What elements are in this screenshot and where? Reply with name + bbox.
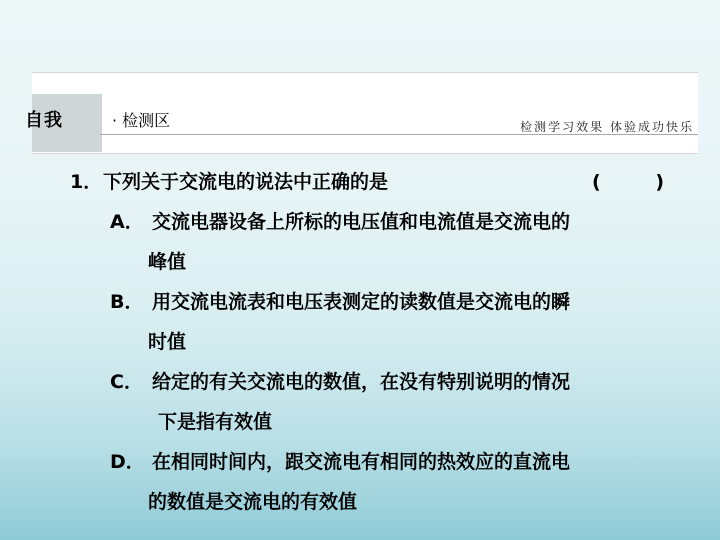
option-a [70,205,700,285]
section-header-tag: 自我 [25,110,63,131]
option-b-line-1 [70,285,700,325]
option-c-line-2 [70,405,700,445]
option-a-text-line-1: 交流电器设备上所标的电压值和电流值是交流电的 [152,211,571,233]
option-b-line-2 [70,325,700,365]
option-b-letter: B． [110,291,144,313]
option-a-text-line-2: 峰值 [148,251,187,273]
option-c [70,365,700,445]
option-a-line-2 [70,245,700,285]
section-header-subtitle: · 检测区 [112,111,171,130]
option-a-letter: A． [110,211,144,233]
question-stem: 下列关于交流电的说法中正确的是 [103,171,389,193]
option-d [70,445,700,525]
question-number: 1． [70,171,103,193]
option-d-text-line-1: 在相同时间内，跟交流电有相同的热效应的直流电 [152,451,571,473]
option-d-text-line-2: 的数值是交流电的有效值 [148,491,358,513]
option-c-letter: C． [110,371,143,393]
option-d-line-1 [70,445,700,485]
option-d-line-2 [70,485,700,525]
option-b-text-line-1: 用交流电流表和电压表测定的读数值是交流电的瞬 [152,291,571,313]
answer-paren-right: ) [655,171,664,193]
option-c-text-line-2: 下是指有效值 [158,411,273,433]
answer-paren-left: ( [592,171,601,193]
option-b-text-line-2: 时值 [148,331,187,353]
option-a-line-1 [70,205,700,245]
question-block [70,165,700,525]
option-c-line-1 [70,365,700,405]
option-b [70,285,700,365]
section-header-slogan: 检测学习效果 体验成功快乐 [520,120,694,134]
question-stem-row [70,165,700,205]
option-d-letter: D． [110,451,145,473]
section-header-divider [100,134,698,135]
answer-parentheses [592,165,664,199]
option-c-text-line-1: 给定的有关交流电的数值，在没有特别说明的情况 [152,371,571,393]
